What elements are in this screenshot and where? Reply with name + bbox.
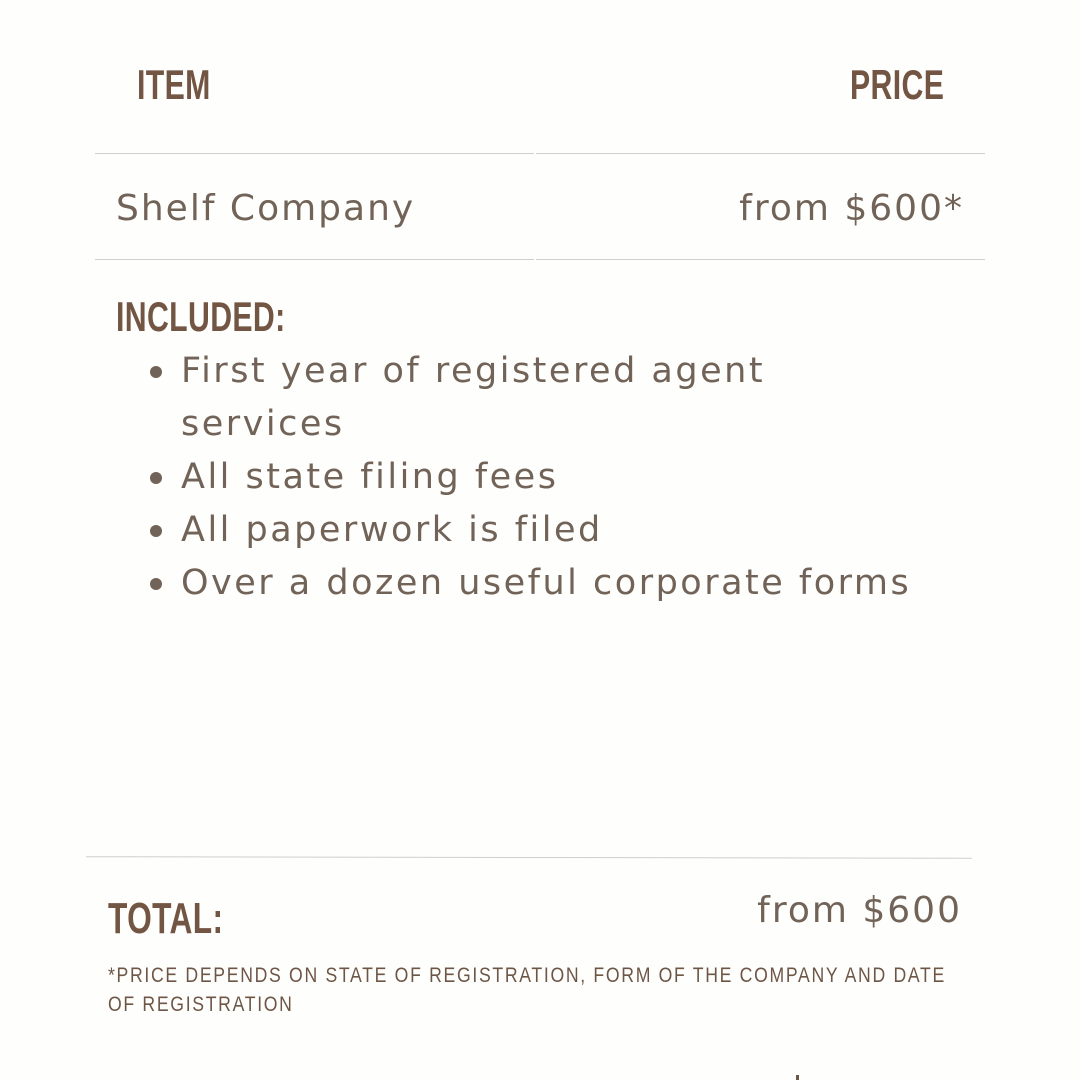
list-item — [146, 557, 986, 610]
feature-text: First year of registered agent services — [181, 351, 766, 444]
included-features-list — [146, 345, 986, 610]
feature-text: All state filing fees — [181, 457, 559, 497]
bullet-dot-icon — [150, 366, 162, 378]
item-name: Shelf Company — [116, 188, 416, 229]
decorative-mark — [796, 1075, 799, 1080]
item-price: from $600* — [739, 188, 964, 229]
header-divider-right — [536, 153, 985, 154]
total-value: from $600 — [757, 890, 962, 931]
feature-text: Over a dozen useful corporate forms — [181, 563, 912, 603]
feature-text: All paperwork is filed — [181, 510, 603, 550]
total-divider — [86, 856, 972, 859]
list-item — [146, 345, 986, 451]
price-column-header: PRICE — [850, 61, 945, 108]
bullet-dot-icon — [150, 578, 162, 590]
total-label: TOTAL: — [108, 894, 224, 943]
list-item — [146, 451, 986, 504]
row-divider-right — [536, 259, 985, 260]
price-footnote: *PRICE DEPENDS ON STATE OF REGISTRATION, FORM OF THE COMPANY AND DATE OF REGISTRATION — [108, 964, 946, 1016]
header-divider-left — [95, 153, 534, 154]
bullet-dot-icon — [150, 472, 162, 484]
item-column-header: ITEM — [137, 61, 211, 108]
bullet-dot-icon — [150, 525, 162, 537]
list-item — [146, 504, 986, 557]
row-divider-left — [95, 259, 534, 260]
included-label: INCLUDED: — [116, 293, 286, 340]
